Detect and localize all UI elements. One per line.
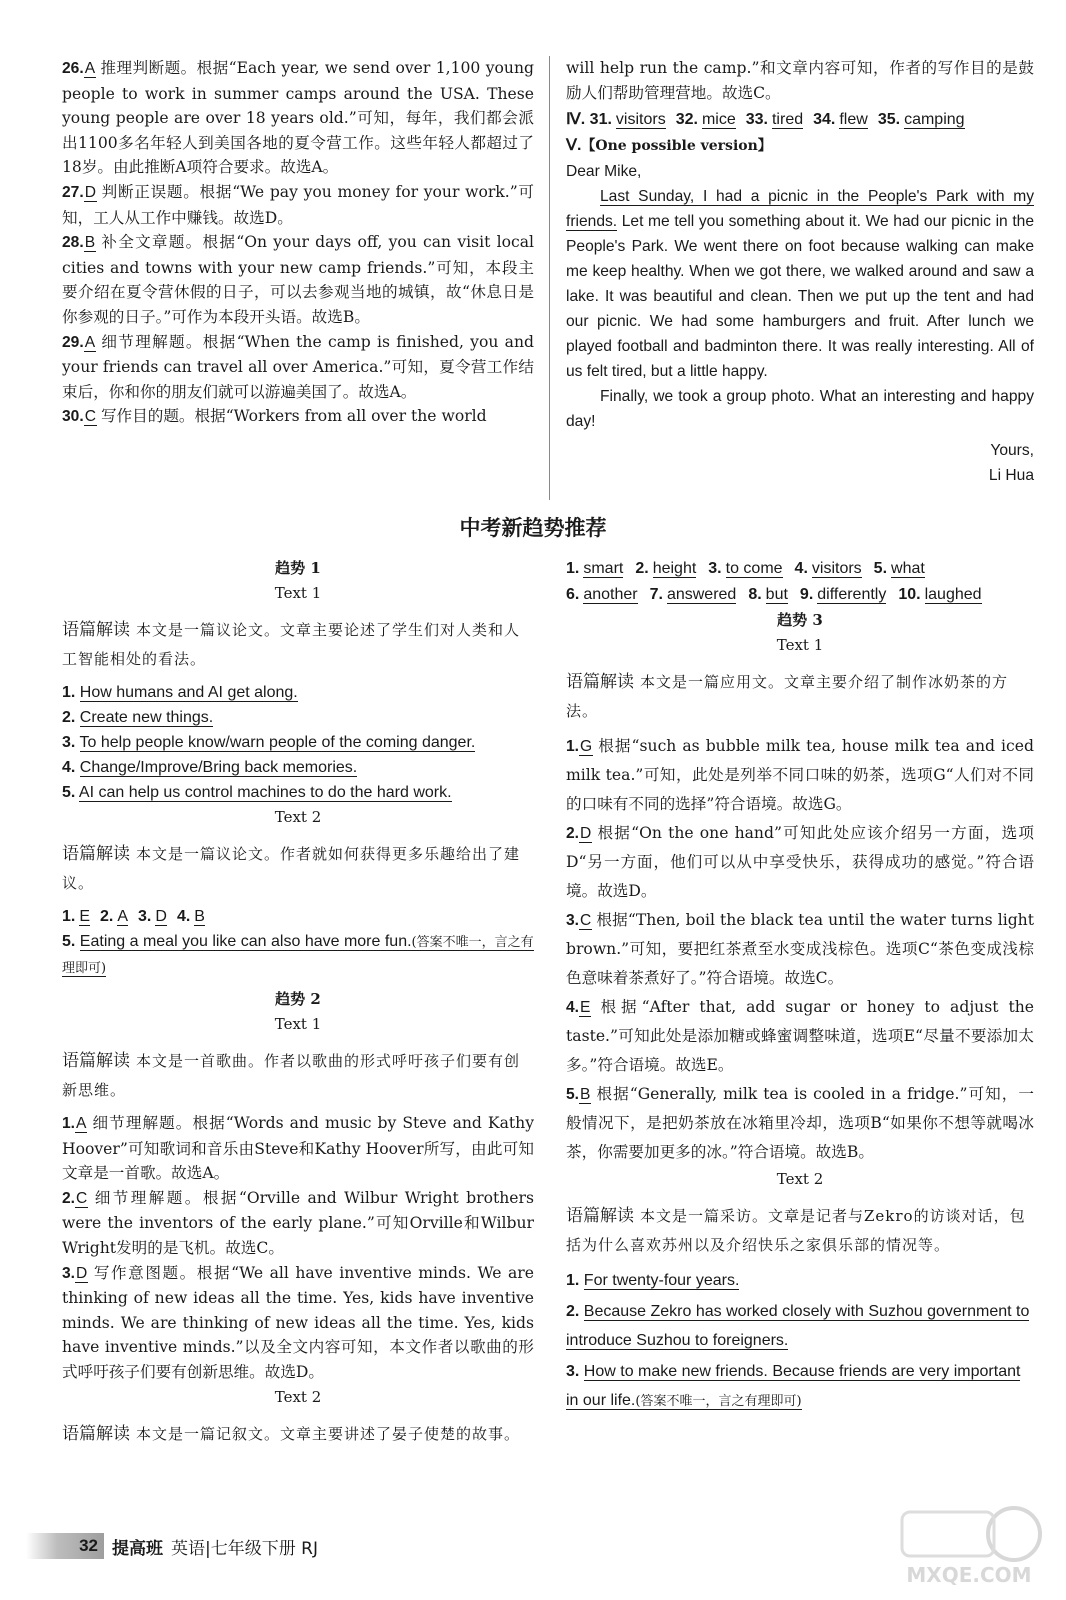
answer-number: 1. bbox=[566, 1272, 580, 1289]
trend1-text1-answers bbox=[62, 680, 534, 805]
answer-number: 32. bbox=[675, 111, 698, 129]
answer-word: smart bbox=[583, 560, 624, 577]
answer-number: 1. bbox=[62, 908, 76, 925]
answer-text: Change/Improve/Bring back memories. bbox=[79, 759, 358, 776]
answer-text: Create new things. bbox=[79, 709, 214, 726]
answer-number: 1. bbox=[62, 684, 76, 701]
section-title: 中考新趋势推荐 bbox=[459, 516, 607, 540]
answer-word: answered bbox=[666, 586, 737, 603]
question-item bbox=[62, 404, 534, 430]
section5-header: Ⅴ.【One possible version】 bbox=[566, 137, 772, 155]
answer-word: camping bbox=[904, 111, 965, 129]
answer-letter: A bbox=[84, 60, 96, 77]
answer-line bbox=[566, 1357, 1034, 1416]
explanation-text: 判断正误题。根据“We pay you money for your work.”可知，工人从工作中赚钱。故选D。 bbox=[62, 182, 534, 227]
question-item bbox=[62, 1186, 534, 1261]
explanation-text: 根据“On the one hand”可知此处应该介绍另一方面，选项D“另一方面，他们可以从中享受快乐，获得成功的感觉。”符合语境。故选D。 bbox=[566, 824, 1034, 900]
question-number: 1. bbox=[566, 738, 580, 755]
question-number: 29. bbox=[62, 333, 84, 351]
trend2-text2-answers bbox=[566, 556, 1034, 608]
answer-letter: E bbox=[580, 999, 591, 1016]
letter-paragraph-2: Finally, we took a group photo. What an interesting and happy day! bbox=[566, 388, 1034, 431]
trend2-text2-analysis: 语篇解读 本文是一篇记叙文。文章主要讲述了晏子使楚的故事。 bbox=[62, 1423, 521, 1444]
answer-letter: B bbox=[194, 908, 205, 925]
question-item bbox=[62, 56, 534, 180]
answer-letter: A bbox=[76, 1115, 87, 1132]
bottom-right-column bbox=[566, 556, 1034, 1416]
answer-word: tired bbox=[771, 111, 804, 129]
question-number: 2. bbox=[566, 825, 580, 842]
answer-word: to come bbox=[725, 560, 783, 577]
answer-number: 2. bbox=[100, 908, 114, 925]
answer-letter: B bbox=[580, 1086, 591, 1103]
q30-continuation: will help run the camp.”和文章内容可知，作者的写作目的是鼓励人们帮助管理营地。故选C。 bbox=[566, 59, 1034, 102]
answer-word: flew bbox=[839, 111, 868, 129]
question-number: 3. bbox=[566, 912, 580, 929]
column-divider bbox=[549, 56, 550, 500]
explanation-text: 根据“After that, add sugar or honey to adjust the taste.”可知此处是添加糖或蜂蜜调整味道，选项E“尽量不要添加太多。”符合语境。故选E。 bbox=[566, 998, 1034, 1074]
answer-number: 4. bbox=[794, 560, 808, 577]
answer-line bbox=[62, 730, 534, 755]
letter-signature: Li Hua bbox=[988, 467, 1034, 485]
trend2-text1-heading: Text 1 bbox=[274, 1015, 322, 1033]
answer-text: To help people know/warn people of the coming danger. bbox=[79, 734, 476, 751]
answer-letter: A bbox=[84, 333, 96, 351]
answer-number: 4. bbox=[176, 908, 191, 925]
trend3-text2-heading: Text 2 bbox=[776, 1170, 824, 1188]
explanation-text: 推理判断题。根据“Each year, we send over 1,100 young people to work in summer camps around the USA. These young people are over 18 years old.”可知，每年，我们都会派出1100多名年轻人到美国各地的夏令营工作。这些年轻人都超过了18岁。由此推断A项符合要求。故选A。 bbox=[62, 59, 534, 177]
answer-note: (答案不唯一，言之有理即可) bbox=[635, 1394, 802, 1409]
explanation-text: 细节理解题。根据“Orville and Wilbur Wright brothers were the inventors of the early plane.”可知Orville和Wilbur Wright发明的是飞机。故选C。 bbox=[62, 1188, 534, 1257]
answer-letter: D bbox=[84, 183, 96, 201]
letter-greeting: Dear Mike, bbox=[566, 163, 642, 181]
answer-word: visitors bbox=[811, 560, 862, 577]
answer-word: laughed bbox=[924, 586, 982, 603]
question-item bbox=[566, 1080, 1034, 1167]
answer-word: but bbox=[765, 586, 788, 603]
answer-number: 3. bbox=[138, 908, 152, 925]
answer-line bbox=[62, 780, 534, 805]
answer-text: Because Zekro has worked closely with Suzhou government to introduce Suzhou to foreigners. bbox=[566, 1303, 1030, 1349]
answer-letter: C bbox=[580, 912, 592, 929]
explanation-text: 细节理解题。根据“When the camp is finished, you and your friends can travel all over America.”可知，夏令营工作结束后，你和你的朋友们就可以游遍美国了。故选A。 bbox=[62, 332, 534, 401]
trend3-text1-analysis: 语篇解读 本文是一篇应用文。文章主要介绍了制作冰奶茶的方法。 bbox=[566, 672, 1009, 720]
answer-number: 4. bbox=[62, 759, 76, 776]
answer-line bbox=[566, 1297, 1034, 1355]
watermark-text: MXQE.COM bbox=[906, 1563, 1032, 1587]
trend1-text1-heading: Text 1 bbox=[274, 584, 322, 602]
trend2-text1-items bbox=[62, 1111, 534, 1385]
top-right-column bbox=[566, 56, 1034, 488]
answer-number: 5. bbox=[62, 784, 76, 801]
answer-number: 2. bbox=[62, 709, 76, 726]
trend2-heading: 趋势 2 bbox=[275, 990, 321, 1008]
answer-number: 2. bbox=[635, 560, 649, 577]
answer-word: visitors bbox=[615, 111, 666, 129]
answer-word: differently bbox=[817, 586, 887, 603]
answer-number: 3. bbox=[566, 1363, 580, 1380]
answer-text: AI can help us control machines to do the hard work. bbox=[78, 784, 452, 801]
answer-letter: C bbox=[84, 408, 96, 426]
trend3-heading: 趋势 3 bbox=[777, 611, 823, 629]
trend1-heading: 趋势 1 bbox=[275, 559, 321, 577]
explanation-text: 根据“such as bubble milk tea, house milk tea and iced milk tea.”可知，此处是列举不同口味的奶茶，选项G“人们对不同的口味有不同的选择”符合语境。故选G。 bbox=[566, 737, 1034, 813]
answer-number: 3. bbox=[62, 734, 76, 751]
answer-number: 35. bbox=[877, 111, 901, 129]
explanation-text: 写作意图题。根据“We all have inventive minds. We are thinking of new ideas all the time. Yes, kids have inventive minds. We are thinking of new ideas all the time. Yes, kids have inventive minds.”以及全文内容可知，本文作者以歌曲的形式呼吁孩子们要有创新思维。故选D。 bbox=[62, 1263, 534, 1381]
top-left-column bbox=[62, 56, 534, 430]
question-item bbox=[62, 1111, 534, 1186]
explanation-text: 细节理解题。根据“Words and music by Steve and Kathy Hoover”可知歌词和音乐由Steve和Kathy Hoover所写，由此可知文章是一首歌。故选A。 bbox=[62, 1114, 534, 1183]
answer-text: How humans and AI get along. bbox=[79, 684, 298, 701]
trend1-text2-q5: 5. Eating a meal you like can also have more fun.(答案不唯一，言之有理即可) bbox=[62, 933, 534, 976]
answer-line bbox=[62, 705, 534, 730]
trend3-text1-items bbox=[566, 732, 1034, 1167]
letter-closing: Yours, bbox=[990, 442, 1034, 460]
answer-letter: E bbox=[79, 908, 91, 925]
question-number: 3. bbox=[62, 1264, 76, 1282]
answer-letter: C bbox=[76, 1189, 88, 1207]
question-number: 5. bbox=[566, 1086, 580, 1103]
answer-word: another bbox=[583, 586, 638, 603]
question-number: 28. bbox=[62, 234, 84, 252]
question-number: 4. bbox=[566, 999, 580, 1016]
answer-number: 5. bbox=[873, 560, 888, 577]
question-item bbox=[566, 732, 1034, 819]
trend3-text2-analysis: 语篇解读 本文是一篇采访。文章是记者与Zekro的访谈对话，包括为什么喜欢苏州以及介绍快乐之家俱乐部的情况等。 bbox=[566, 1206, 1026, 1254]
trend2-text1-analysis: 语篇解读 本文是一首歌曲。作者以歌曲的形式呼吁孩子们要有创新思维。 bbox=[62, 1051, 521, 1099]
answer-word: what bbox=[891, 560, 925, 577]
sample-letter bbox=[566, 159, 1034, 488]
answer-number: 8. bbox=[748, 586, 762, 603]
trend3-text1-heading: Text 1 bbox=[776, 636, 824, 654]
answer-line bbox=[62, 755, 534, 780]
trend2-text2-heading: Text 2 bbox=[274, 1387, 322, 1406]
answer-letter: D bbox=[580, 825, 592, 842]
question-number: 2. bbox=[62, 1189, 76, 1207]
answer-text: For twenty-four years. bbox=[583, 1272, 740, 1289]
bottom-left-column bbox=[62, 556, 534, 1455]
trend3-text2-answers bbox=[566, 1266, 1034, 1416]
page-footer bbox=[26, 1532, 318, 1560]
page-number: 32 bbox=[26, 1533, 104, 1559]
explanation-text: 根据“Then, boil the black tea until the water turns light brown.”可知，要把红茶煮至水变成浅棕色。选项C“茶色变成浅棕色意味着茶煮好了。”符合语境。故选C。 bbox=[566, 911, 1034, 987]
answer-text: How to make new friends. Because friends are very important in our life. bbox=[566, 1363, 1021, 1409]
answer-number: 10. bbox=[898, 586, 921, 603]
explanation-text: 补全文章题。根据“On your days off, you can visit local cities and towns with your new camp friends.”可知，本段主要介绍在夏令营休假的日子，可以去参观当地的城镇，故“休息日是你参观的日子。”可作为本段开头语。故选B。 bbox=[62, 233, 534, 326]
trend1-text2-heading: Text 2 bbox=[274, 808, 322, 826]
explanation-text: 写作目的题。根据“Workers from all over the world bbox=[100, 407, 487, 426]
question-item bbox=[62, 230, 534, 329]
question-item bbox=[62, 180, 534, 230]
question-number: 30. bbox=[62, 408, 84, 426]
section4-answers: Ⅳ. 31. visitors 32. mice 33. tired 34. flew 35. camping bbox=[566, 111, 965, 129]
answer-line bbox=[62, 680, 534, 705]
question-item bbox=[566, 819, 1034, 906]
question-item bbox=[566, 906, 1034, 993]
answer-letter: B bbox=[84, 234, 96, 252]
watermark-logo bbox=[894, 1502, 1044, 1590]
question-number: 27. bbox=[62, 183, 84, 201]
answer-word: mice bbox=[701, 111, 736, 129]
answer-number: 1. bbox=[566, 560, 580, 577]
question-item bbox=[62, 330, 534, 405]
answer-number: 9. bbox=[799, 586, 814, 603]
answer-number: 3. bbox=[708, 560, 722, 577]
answer-number: 2. bbox=[566, 1303, 580, 1320]
explanation-text: 根据“Generally, milk tea is cooled in a fridge.”可知，一般情况下，是把奶茶放在冰箱里冷却，选项B“如果你不想等就喝冰茶，你需要加更多的冰。”符合语境。故选B。 bbox=[566, 1085, 1034, 1161]
answer-number: 34. bbox=[813, 111, 836, 129]
letter-paragraph-1: Last Sunday, I had a picnic in the People's Park with my friends. Let me tell you something about it. We had our picnic in the People's Park. We went there on foot because walking can make me keep healthy. When we got there, we walked around and saw a lake. It was beautiful and clean. Then we put up the tent and had our picnic. We had some hamburgers and fruit. After lunch we played football and badminton there. It was really interesting. All of us felt tired, but a little happy. bbox=[566, 188, 1034, 381]
answer-number: 6. bbox=[566, 586, 580, 603]
question-item bbox=[566, 993, 1034, 1080]
answer-letter: A bbox=[117, 908, 129, 925]
answer-word: height bbox=[652, 560, 697, 577]
answer-letter: G bbox=[580, 738, 593, 755]
answer-number: 33. bbox=[745, 111, 768, 129]
trend1-text1-analysis: 语篇解读 本文是一篇议论文。文章主要论述了学生们对人类和人工智能相处的看法。 bbox=[62, 620, 521, 668]
question-item bbox=[62, 1261, 534, 1385]
question-number: 26. bbox=[62, 60, 84, 77]
answer-number: 31. bbox=[589, 111, 612, 129]
trend1-text2-mc-answers bbox=[62, 904, 534, 929]
answer-letter: D bbox=[155, 908, 167, 925]
trend1-text2-analysis: 语篇解读 本文是一篇议论文。作者就如何获得更多乐趣给出了建议。 bbox=[62, 844, 521, 892]
question-number: 1. bbox=[62, 1115, 76, 1132]
answer-letter: D bbox=[76, 1264, 88, 1282]
book-info: 提高班 英语|七年级下册 RJ bbox=[112, 1538, 318, 1559]
answer-number: 7. bbox=[649, 586, 663, 603]
answer-line bbox=[566, 1266, 1034, 1295]
